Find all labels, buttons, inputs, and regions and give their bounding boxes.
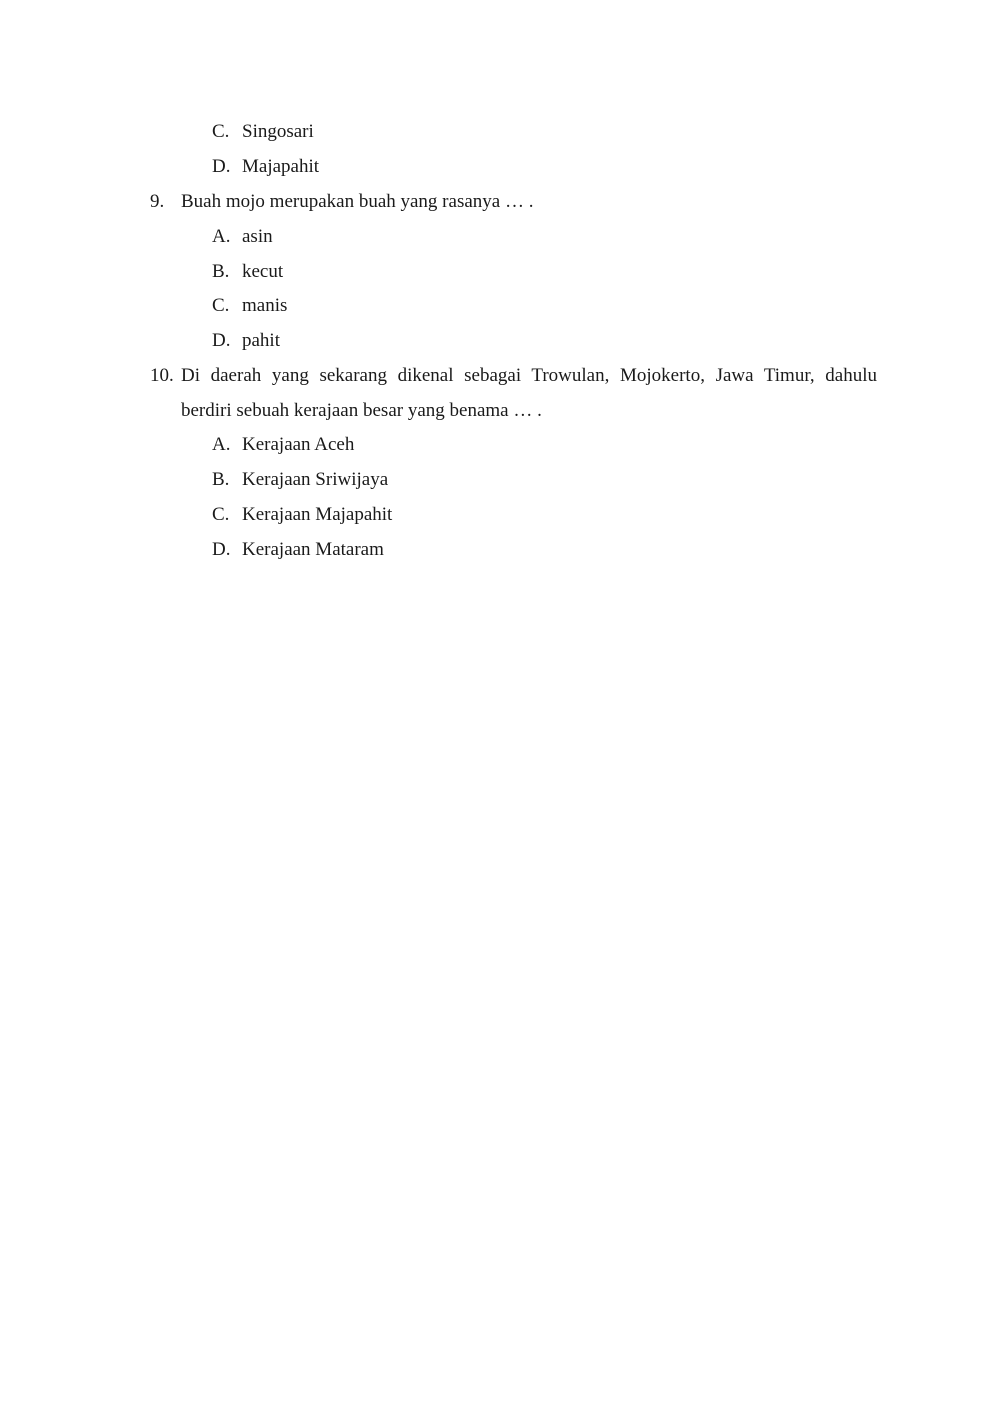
option-row — [0, 120, 1000, 144]
option-letter: C. — [212, 121, 230, 142]
option-letter: C. — [212, 295, 230, 316]
option-letter: C. — [212, 504, 230, 525]
option-row — [0, 538, 1000, 562]
option-row — [0, 260, 1000, 284]
option-row — [0, 433, 1000, 457]
option-row — [0, 294, 1000, 318]
option-text: asin — [242, 226, 273, 247]
option-text: Majapahit — [242, 156, 320, 177]
option-row — [0, 329, 1000, 353]
option-text: Singosari — [242, 121, 314, 142]
option-text: kecut — [242, 261, 284, 282]
option-row — [0, 155, 1000, 179]
option-letter: B. — [212, 469, 230, 490]
question-number: 10. — [150, 365, 174, 386]
option-row — [0, 503, 1000, 527]
question-10 — [0, 364, 1000, 388]
question-number: 9. — [150, 191, 165, 212]
question-text-line-2: berdiri sebuah kerajaan besar yang benama … . — [181, 400, 542, 421]
question-text: Buah mojo merupakan buah yang rasanya … . — [181, 191, 534, 212]
option-letter: D. — [212, 539, 231, 560]
option-letter: D. — [212, 330, 231, 351]
option-text: Kerajaan Aceh — [242, 434, 355, 455]
option-letter: B. — [212, 261, 230, 282]
option-letter: D. — [212, 156, 231, 177]
option-row — [0, 468, 1000, 492]
option-row — [0, 225, 1000, 249]
option-text: manis — [242, 295, 288, 316]
option-text: Kerajaan Mataram — [242, 539, 384, 560]
option-text: Kerajaan Sriwijaya — [242, 469, 389, 490]
option-text: pahit — [242, 330, 280, 351]
question-text-line-1: Di daerah yang sekarang dikenal sebagai Trowulan, Mojokerto, Jawa Timur, dahulu — [181, 365, 877, 386]
question-9 — [0, 190, 1000, 214]
option-text: Kerajaan Majapahit — [242, 504, 393, 525]
option-letter: A. — [212, 226, 231, 247]
option-letter: A. — [212, 434, 231, 455]
question-10-continued — [0, 399, 1000, 423]
